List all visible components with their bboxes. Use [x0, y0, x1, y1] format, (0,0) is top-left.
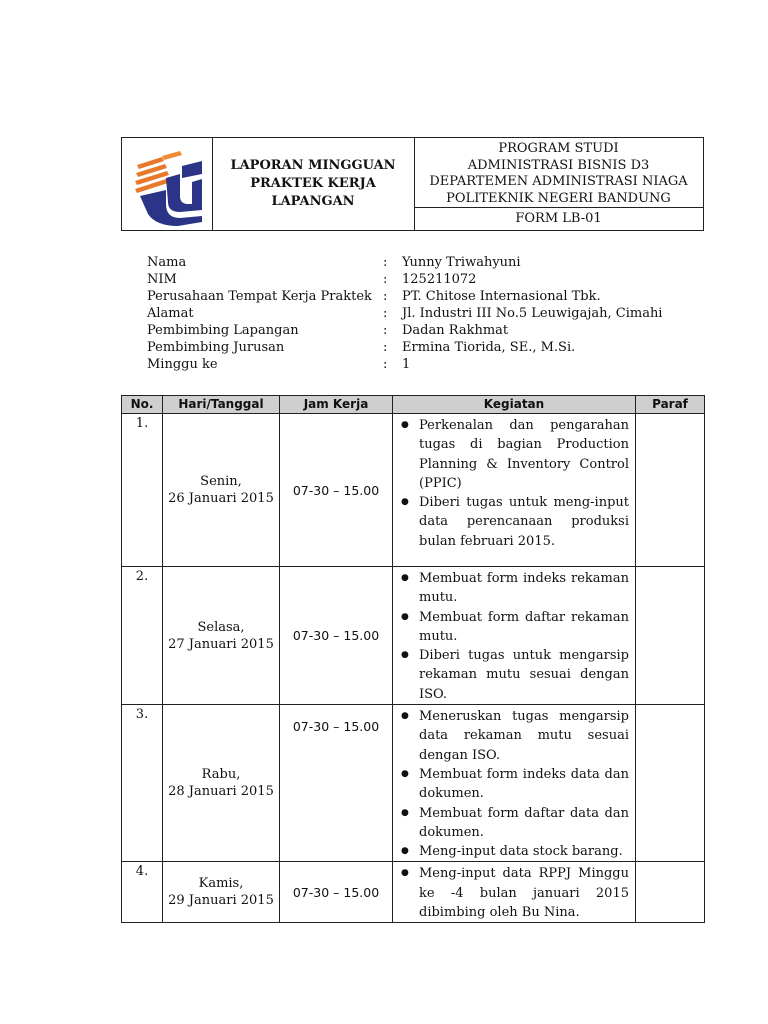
- info-colon: :: [383, 289, 388, 304]
- info-label: Perusahaan Tempat Kerja Praktek: [147, 289, 372, 304]
- program-line-3: DEPARTEMEN ADMINISTRASI NIAGA: [429, 174, 688, 189]
- kegiatan-item: ● Diberi tugas untuk meng-input data perencanaan produksi bulan februari 2015.: [397, 493, 629, 551]
- table-row: [122, 705, 705, 862]
- title-line-1: LAPORAN MINGGUAN: [230, 158, 396, 173]
- row-paraf: [636, 705, 705, 862]
- col-header-hari-tanggal: Hari/Tanggal: [163, 396, 280, 414]
- kegiatan-list: [397, 416, 629, 551]
- info-row-nama: [147, 254, 667, 271]
- row-paraf: [636, 414, 705, 567]
- kegiatan-item: ● Meng-input data RPPJ Minggu ke -4 bulan januari 2015 dibimbing oleh Bu Nina.: [397, 864, 629, 922]
- row-day: Senin,: [200, 474, 242, 489]
- row-day-date: [163, 567, 280, 705]
- row-paraf: [636, 567, 705, 705]
- kegiatan-item: ● Membuat form daftar data dan dokumen.: [397, 804, 629, 843]
- table-row: [122, 862, 705, 923]
- program-line-1: PROGRAM STUDI: [498, 141, 619, 156]
- row-kegiatan: [393, 414, 636, 567]
- kegiatan-item: ● Membuat form indeks rekaman mutu.: [397, 569, 629, 608]
- info-colon: :: [383, 255, 388, 270]
- row-number: 2.: [122, 567, 163, 705]
- info-row-alamat: [147, 305, 667, 322]
- info-colon: :: [383, 357, 388, 372]
- kegiatan-item: ● Meneruskan tugas mengarsip data rekaman mutu sesuai dengan ISO.: [397, 707, 629, 765]
- info-value: 1: [402, 357, 411, 372]
- row-jam-kerja: 07-30 – 15.00: [280, 567, 393, 705]
- row-kegiatan: [393, 705, 636, 862]
- info-colon: :: [383, 306, 388, 321]
- row-date: 29 Januari 2015: [168, 893, 274, 909]
- table-row: [122, 567, 705, 705]
- info-label: Nama: [147, 255, 187, 270]
- activity-table: [121, 395, 705, 923]
- info-label: NIM: [147, 272, 177, 287]
- kegiatan-list: [397, 569, 629, 704]
- row-day: Selasa,: [197, 619, 245, 635]
- table-header-row: [122, 396, 705, 414]
- info-colon: :: [383, 340, 388, 355]
- info-label: Pembimbing Jurusan: [147, 340, 285, 355]
- row-kegiatan: [393, 567, 636, 705]
- kegiatan-item: ● Meng-input data stock barang.: [397, 842, 629, 861]
- student-info: [147, 254, 667, 373]
- kegiatan-item: ● Membuat form indeks data dan dokumen.: [397, 765, 629, 804]
- row-jam-kerja: 07-30 – 15.00: [280, 414, 393, 567]
- row-kegiatan: [393, 862, 636, 923]
- row-day-date: [163, 414, 280, 567]
- report-header: [121, 137, 704, 231]
- form-code: FORM LB-01: [414, 207, 703, 230]
- kegiatan-item: ● Diberi tugas untuk mengarsip rekaman mutu sesuai dengan ISO.: [397, 646, 629, 704]
- info-value: Jl. Industri III No.5 Leuwigajah, Cimahi: [402, 306, 663, 321]
- row-date: 26 Januari 2015: [168, 491, 274, 506]
- kegiatan-item: ● Perkenalan dan pengarahan tugas di bagian Production Planning & Inventory Control (PPIC): [397, 416, 629, 493]
- program-line-4: POLITEKNIK NEGERI BANDUNG: [446, 190, 671, 206]
- col-header-jam-kerja: Jam Kerja: [280, 396, 393, 414]
- row-day: Kamis,: [198, 876, 244, 892]
- row-jam-kerja: 07-30 – 15.00: [280, 862, 393, 923]
- info-label: Alamat: [147, 306, 194, 321]
- info-value: PT. Chitose Internasional Tbk.: [402, 289, 601, 304]
- info-row-minggu: [147, 356, 667, 373]
- info-value: Ermina Tiorida, SE., M.Si.: [402, 340, 576, 355]
- row-day-date: [163, 862, 280, 923]
- row-date: 28 Januari 2015: [168, 784, 274, 800]
- title-line-2: PRAKTEK KERJA: [250, 176, 376, 191]
- kegiatan-list: [397, 707, 629, 861]
- info-label: Minggu ke: [147, 357, 218, 372]
- row-date: 27 Januari 2015: [168, 636, 274, 652]
- kegiatan-item: ● Membuat form daftar rekaman mutu.: [397, 608, 629, 647]
- program-info: [414, 138, 703, 208]
- info-label: Pembimbing Lapangan: [147, 323, 299, 338]
- logo-cell: [122, 138, 213, 230]
- row-number: 4.: [122, 862, 163, 923]
- info-row-pembimbing-lapangan: [147, 322, 667, 339]
- row-number: 3.: [122, 705, 163, 862]
- table-row: [122, 414, 705, 567]
- row-number: 1.: [122, 414, 163, 567]
- row-paraf: [636, 862, 705, 923]
- info-colon: :: [383, 323, 388, 338]
- info-row-pembimbing-jurusan: [147, 339, 667, 356]
- title-line-3: LAPANGAN: [271, 194, 355, 209]
- kegiatan-list: [397, 864, 629, 922]
- info-row-nim: [147, 271, 667, 288]
- info-colon: :: [383, 272, 388, 287]
- polban-logo-icon: [122, 138, 212, 230]
- info-row-perusahaan: [147, 288, 667, 305]
- info-value: Yunny Triwahyuni: [402, 255, 521, 270]
- row-day-date: [163, 705, 280, 862]
- col-header-no: No.: [122, 396, 163, 414]
- report-title: [212, 138, 415, 230]
- info-value: 125211072: [402, 272, 477, 287]
- row-day: Rabu,: [201, 767, 241, 783]
- col-header-paraf: Paraf: [636, 396, 705, 414]
- row-jam-kerja: 07-30 – 15.00: [280, 705, 393, 862]
- col-header-kegiatan: Kegiatan: [393, 396, 636, 414]
- program-line-2: ADMINISTRASI BISNIS D3: [467, 157, 650, 173]
- info-value: Dadan Rakhmat: [402, 323, 509, 338]
